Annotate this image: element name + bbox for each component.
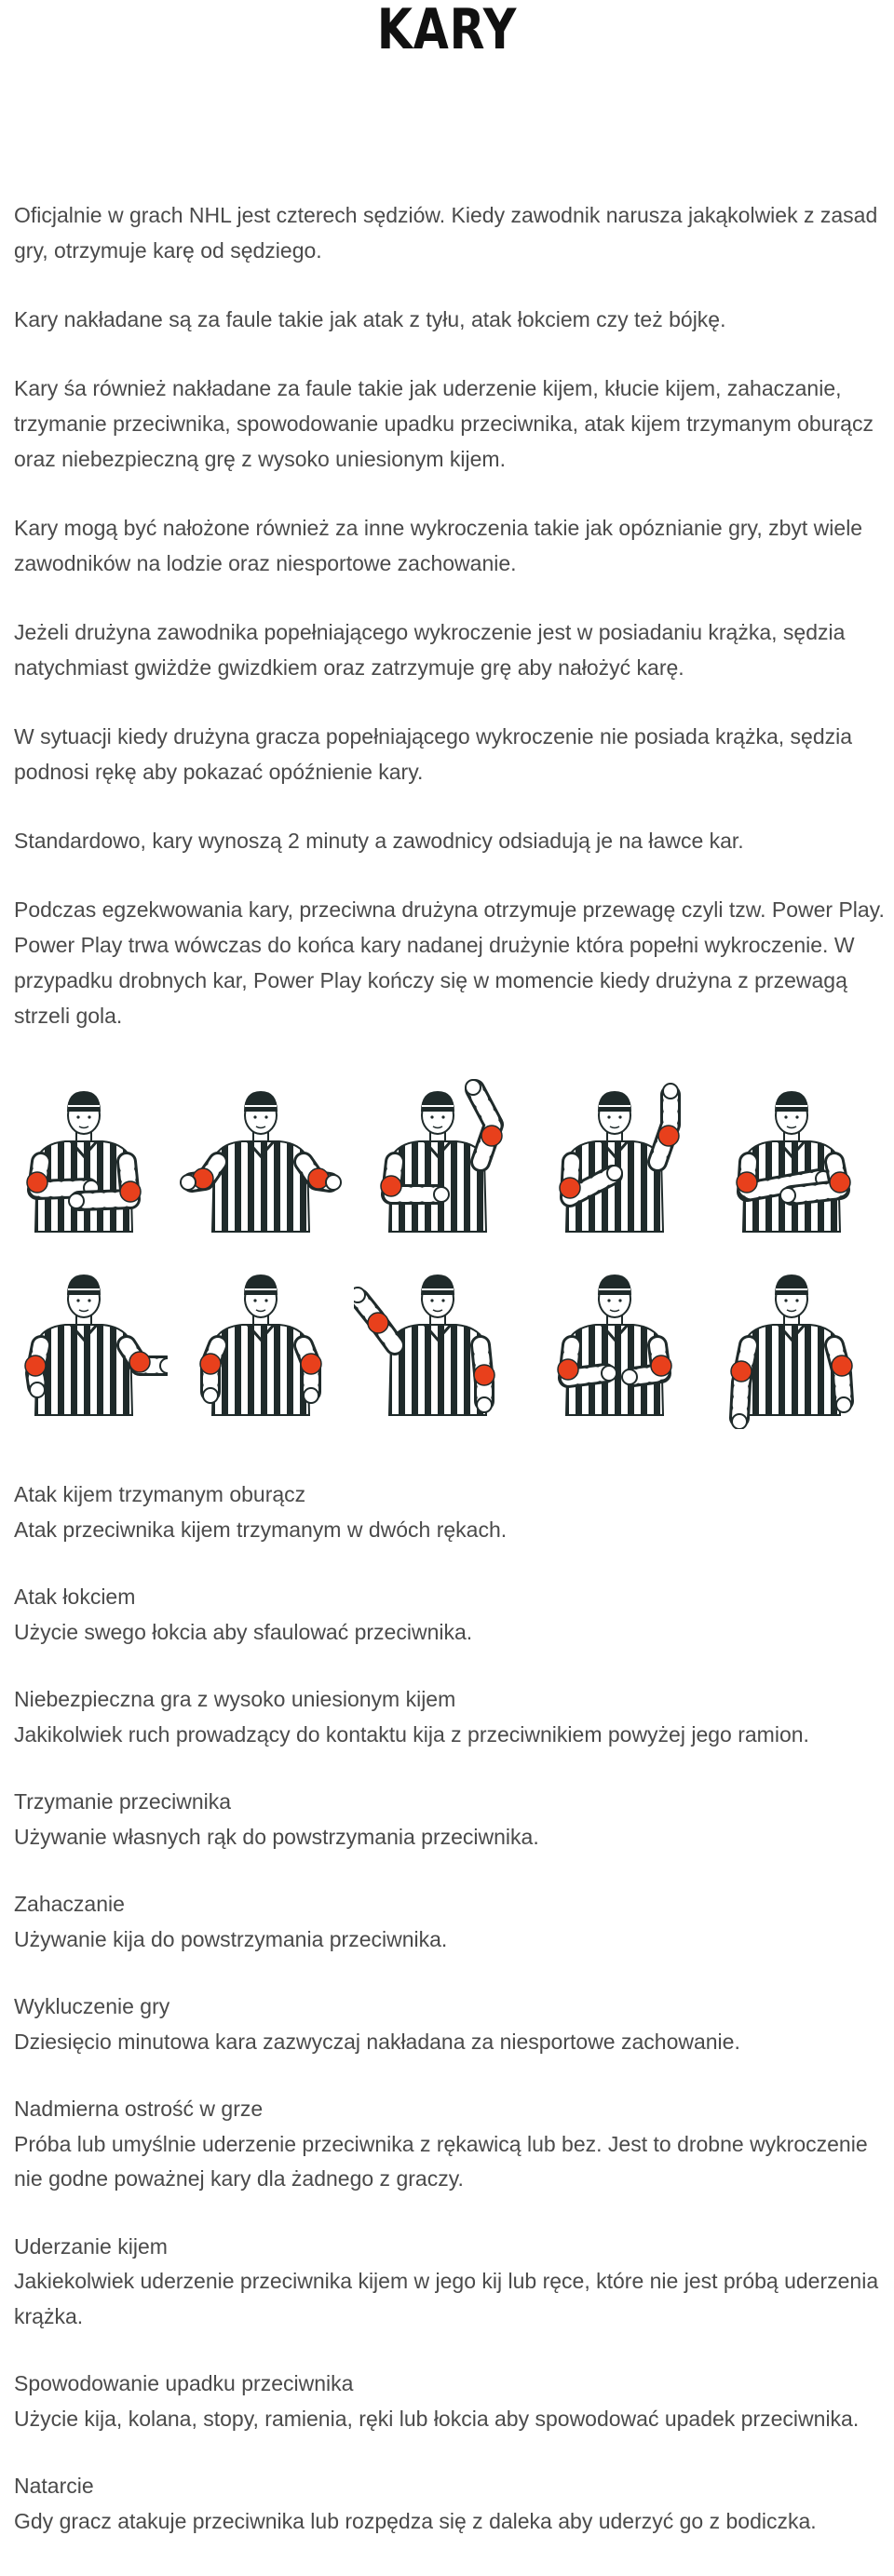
intro-paragraph: Podczas egzekwowania kary, przeciwna drużyna otrzymuje przewagę czyli tzw. Power Play. Power Play trwa wówczas do końca kary nadanej drużynie która popełni wykroczenie. W przypadku drobnych kar, Power Play kończy się w momencie kiedy drużyna z przewagą strzeli gola. [14, 897, 885, 1028]
penalty-description: Gdy gracz atakuje przeciwnika lub rozpędza się z daleka aby uderzyć go z bodiczka. [14, 2508, 817, 2533]
penalty-name: Natarcie [14, 2474, 94, 2498]
intro-paragraph: Standardowo, kary wynoszą 2 minuty a zawodnicy odsiadują je na ławce kar. [14, 829, 744, 853]
referee-figure [708, 1261, 875, 1429]
penalty-description: Jakikolwiek ruch prowadzący do kontaktu kija z przeciwnikiem powyżej jego ramion. [14, 1721, 809, 1747]
intro-paragraph: Oficjalnie w grach NHL jest czterech sędziów. Kiedy zawodnik narusza jakąkolwiek z zasad gry, otrzymuje karę od sędziego. [14, 203, 878, 263]
intro-paragraph: Kary mogą być nałożone również za inne wykroczenia takie jak opóznianie gry, zbyt wiele zawodników na lodzie oraz niesportowe zachowanie. [14, 516, 863, 575]
referee-figure [0, 1261, 168, 1429]
penalty-name: Nadmierna ostrość w grze [14, 2097, 264, 2121]
referee-figure [531, 1261, 698, 1429]
penalty-definitions [14, 1477, 885, 2571]
referee-figure [354, 1078, 522, 1246]
penalty-item [14, 2230, 885, 2335]
penalty-name: Atak łokciem [14, 1585, 136, 1609]
penalty-item [14, 1477, 885, 1547]
penalty-description: Używanie kija do powstrzymania przeciwnika. [14, 1926, 448, 1951]
penalty-name: Uderzanie kijem [14, 2233, 168, 2259]
penalty-description: Jakiekolwiek uderzenie przeciwnika kijem w jego kij lub ręce, które nie jest próbą uderzenia krążka. [14, 2269, 879, 2328]
page-title: KARY [376, 0, 518, 62]
penalty-description: Użycie swego łokcia aby sfaulować przeciwnika. [14, 1619, 473, 1644]
penalty-item [14, 1785, 885, 1854]
referee-figure [531, 1078, 698, 1246]
penalty-name: Zahaczanie [14, 1892, 125, 1916]
penalty-name: Atak kijem trzymanym oburącz [14, 1482, 306, 1506]
referee-figure [177, 1078, 345, 1246]
penalty-description: Użycie kija, kolana, stopy, ramienia, ręki lub łokcia aby spowodować upadek przeciwnika. [14, 2406, 860, 2431]
penalty-description: Używanie własnych rąk do powstrzymania przeciwnika. [14, 1824, 539, 1849]
referee-figure [0, 1078, 168, 1246]
intro-paragraph: Kary nakładane są za faule takie jak atak z tyłu, atak łokciem czy też bójkę. [14, 307, 726, 331]
referee-signals-illustration [0, 1071, 894, 1443]
penalty-item [14, 2092, 885, 2197]
penalty-description: Dziesięcio minutowa kara zazwyczaj nakładana za niesportowe zachowanie. [14, 2029, 740, 2054]
penalty-name: Niebezpieczna gra z wysoko uniesionym kijem [14, 1687, 456, 1711]
penalty-description: Atak przeciwnika kijem trzymanym w dwóch rękach. [14, 1517, 508, 1542]
referee-figure [354, 1261, 522, 1429]
referee-figure [177, 1261, 345, 1429]
intro-paragraph: Jeżeli drużyna zawodnika popełniającego wykroczenie jest w posiadaniu krążka, sędzia natychmiast gwiżdże gwizdkiem oraz zatrzymuje grę aby nałożyć karę. [14, 620, 846, 680]
penalty-item [14, 1682, 885, 1752]
penalty-item [14, 1989, 885, 2059]
intro-text [14, 197, 885, 1067]
penalty-name: Trzymanie przeciwnika [14, 1789, 232, 1814]
penalty-name: Wykluczenie gry [14, 1994, 170, 2018]
penalty-name: Spowodowanie upadku przeciwnika [14, 2371, 354, 2395]
penalty-item [14, 2367, 885, 2436]
intro-paragraph: W sytuacji kiedy drużyna gracza popełniającego wykroczenie nie posiada krążka, sędzia podnosi rękę aby pokazać opóźnienie kary. [14, 724, 853, 784]
penalty-description: Próba lub umyślnie uderzenie przeciwnika z rękawicą lub bez. Jest to drobne wykroczenie nie godne poważnej kary dla żadnego z graczy. [14, 2131, 868, 2191]
penalty-item [14, 2469, 885, 2539]
penalty-item [14, 1887, 885, 1957]
penalty-item [14, 1580, 885, 1650]
referee-figure [708, 1078, 875, 1246]
intro-paragraph: Kary śa również nakładane za faule takie jak uderzenie kijem, kłucie kijem, zahaczanie, trzymanie przeciwnika, spowodowanie upadku przeciwnika, atak kijem trzymanym oburącz oraz niebezpieczną grę z wysoko uniesionym kijem. [14, 376, 874, 471]
